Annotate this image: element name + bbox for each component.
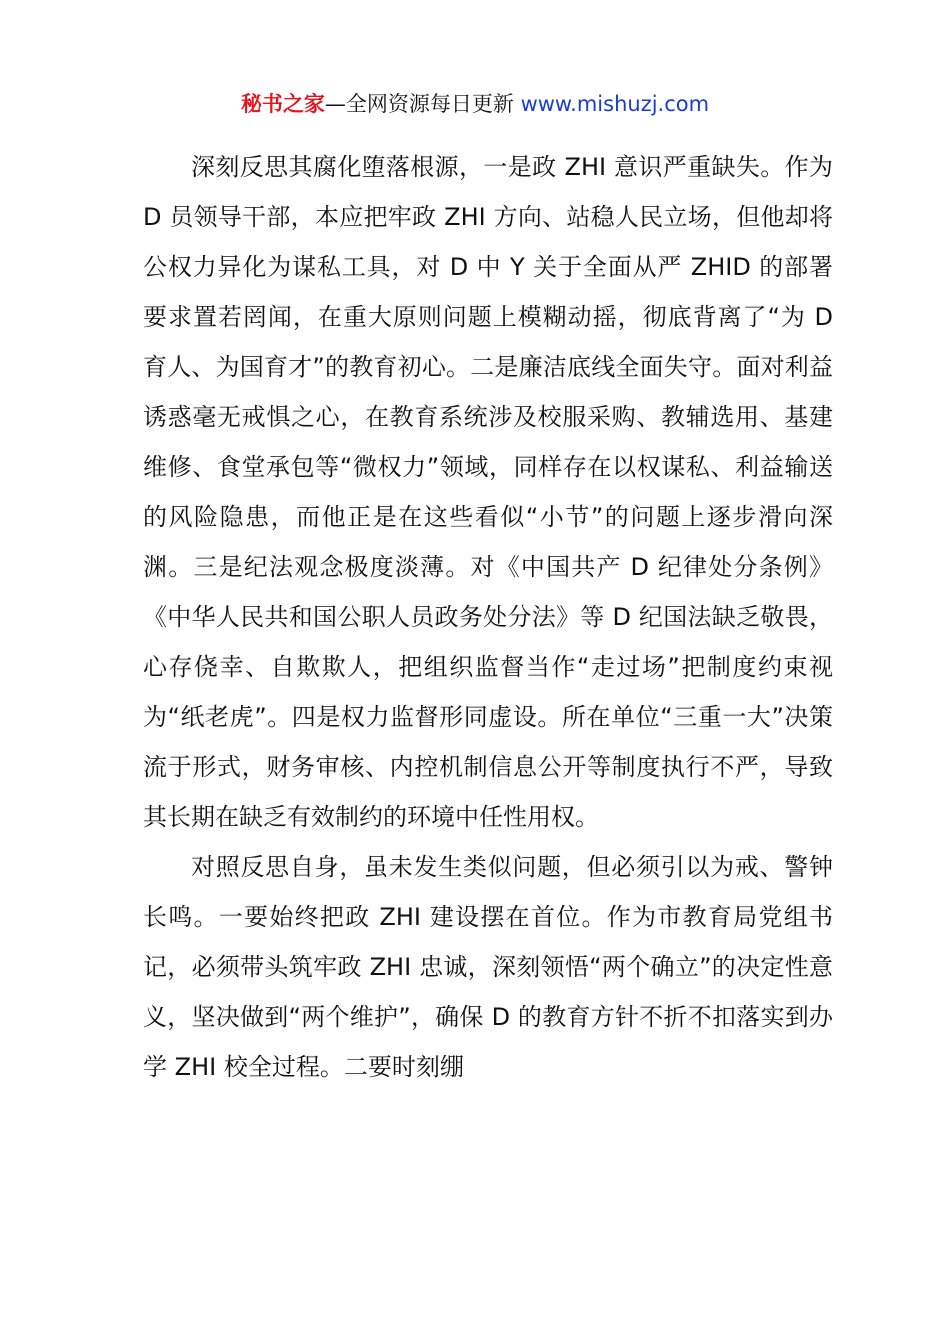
header-tagline: —全网资源每日更新 — [324, 92, 521, 116]
paragraph-2: 对照反思自身，虽未发生类似问题，但必须引以为戒、警钟长鸣。一要始终把政 ZHI 建设摆在首位。作为市教育局党组书记，必须带头筑牢政 ZHI 忠诚，深刻领悟“两个确立”的决定性意义，坚决做到“两个维护”，确保 D 的教育方针不折不扣落实到办学 ZHI 校全过程。二要时刻绷 — [143, 853, 833, 1081]
document-body — [143, 142, 833, 1092]
site-url-link[interactable]: www.mishuzj.com — [520, 92, 710, 116]
brand-name: 秘书之家 — [240, 92, 325, 116]
page-header — [0, 88, 950, 120]
paragraph-1: 深刻反思其腐化堕落根源，一是政 ZHI 意识严重缺失。作为 D 员领导干部，本应把牢政 ZHI 方向、站稳人民立场，但他却将公权力异化为谋私工具，对 D 中 Y 关于全面从严 ZHID 的部署要求置若罔闻，在重大原则问题上模糊动摇，彻底背离了“为 D 育人、为国育才”的教育初心。二是廉洁底线全面失守。面对利益诱惑毫无戒惧之心，在教育系统涉及校服采购、教辅选用、基建维修、食堂承包等“微权力”领域，同样存在以权谋私、利益输送的风险隐患，而他正是在这些看似“小节”的问题上逐步滑向深渊。三是纪法观念极度淡薄。对《中国共产 D 纪律处分条例》《中华人民共和国公职人员政务处分法》等 D 纪国法缺乏敬畏，心存侥幸、自欺欺人，把组织监督当作“走过场”把制度约束视为“纸老虎”。四是权力监督形同虚设。所在单位“三重一大”决策流于形式，财务审核、内控机制信息公开等制度执行不严，导致其长期在缺乏有效制约的环境中任性用权。 — [143, 153, 833, 831]
